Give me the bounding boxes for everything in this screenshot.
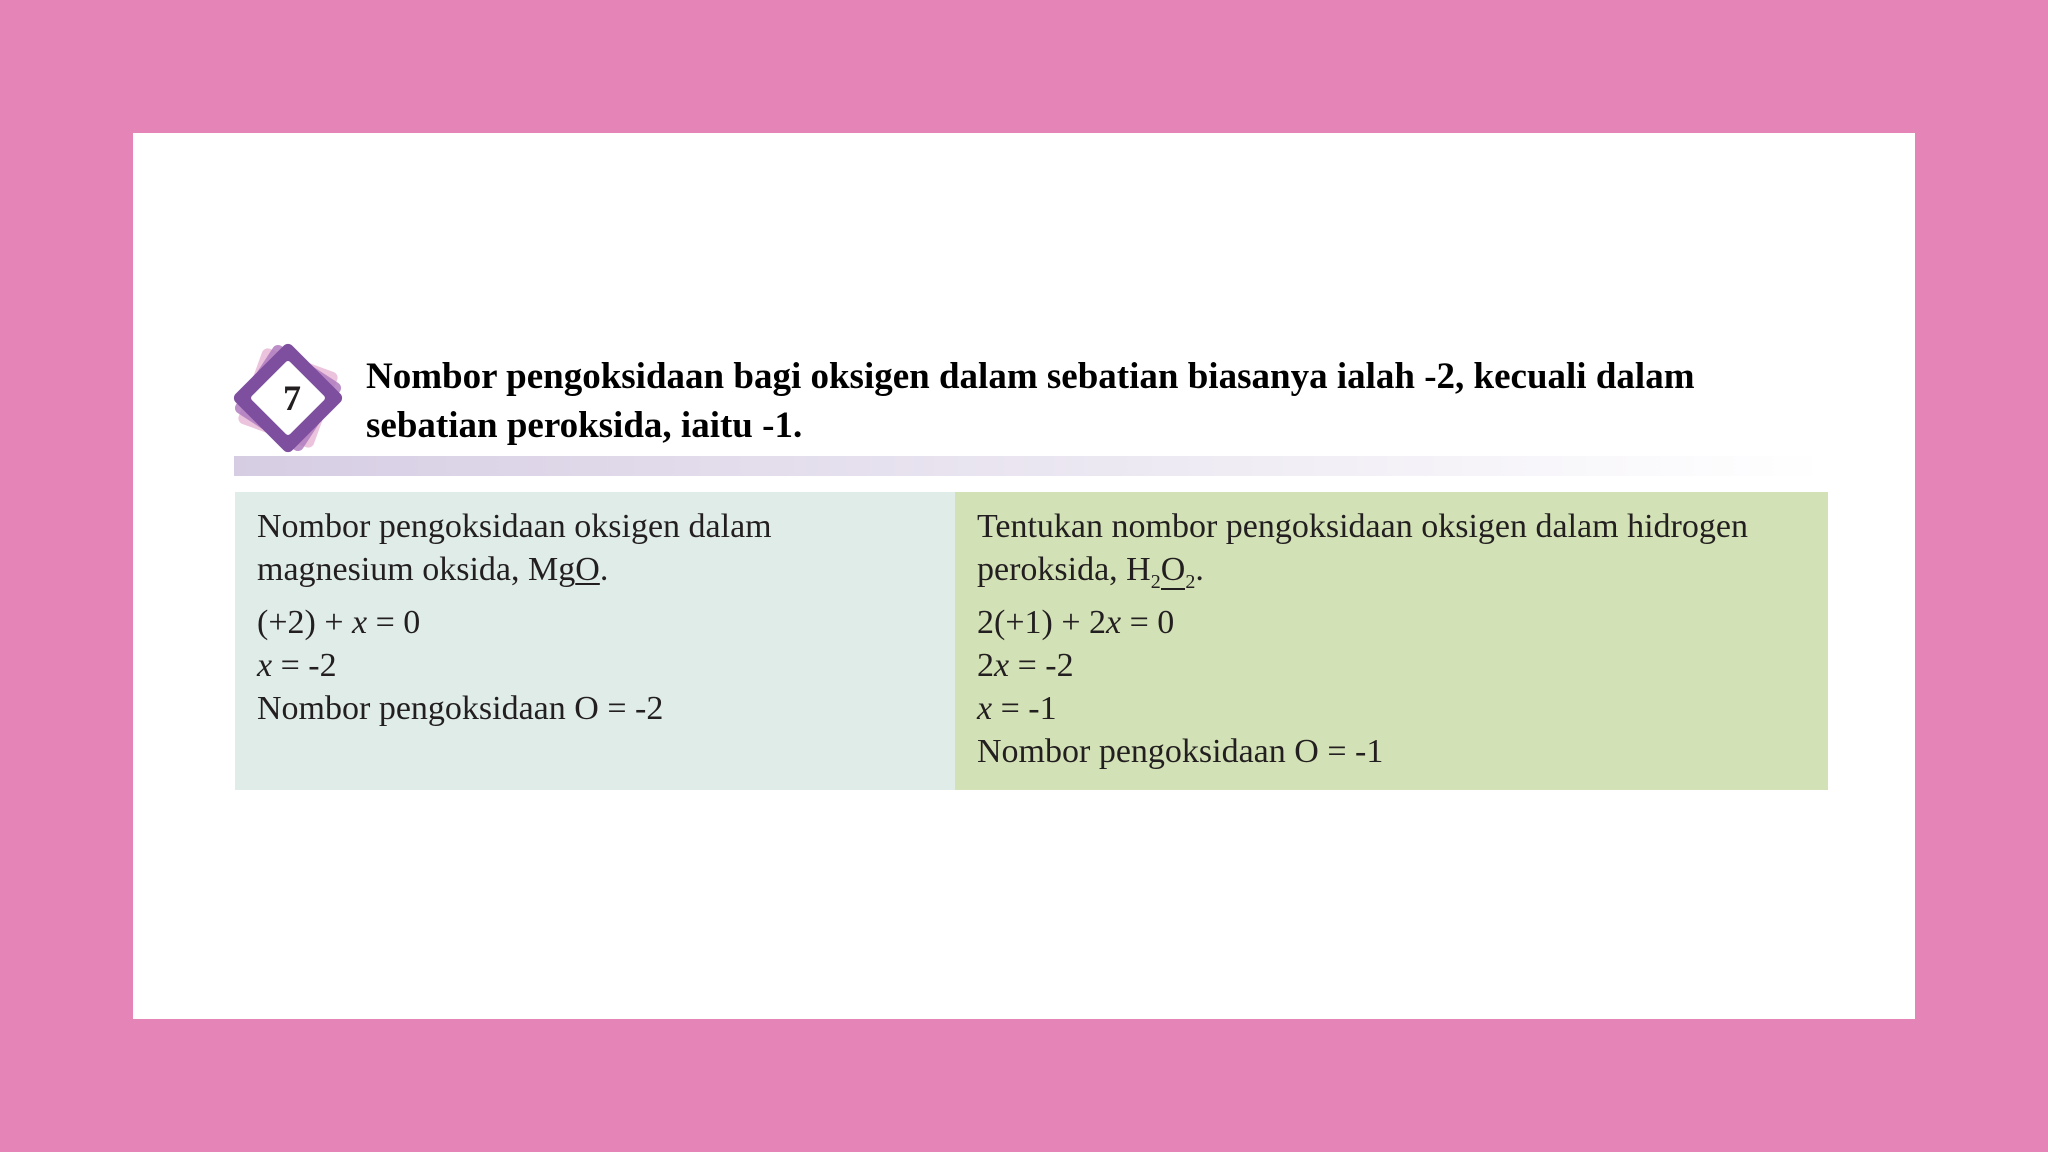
underlined-element: O — [575, 551, 600, 588]
example-panel-h2o2 — [955, 492, 1828, 790]
rule-heading: Nombor pengoksidaan bagi oksigen dalam sebatian biasanya ialah -2, kecuali dalam sebatian peroksida, iaitu -1. — [366, 356, 1695, 446]
example-intro: Tentukan nombor pengoksidaan oksigen dalam hidrogen peroksida, $H_2O_2$. — [977, 508, 1748, 593]
heading-underbar — [234, 456, 1824, 476]
example-intro: Nombor pengoksidaan oksigen dalam magnesium oksida, MgO. — [257, 508, 772, 588]
equation-line: 2x = -2 — [977, 647, 1074, 684]
number-badge — [230, 340, 350, 460]
equation-line: x = -2 — [257, 647, 337, 684]
result-line: Nombor pengoksidaan O = -2 — [257, 690, 664, 727]
equation-line: x = -1 — [977, 690, 1057, 727]
equation-line: 2(+1) + 2x = 0 — [977, 604, 1175, 641]
example-panel-mgo — [235, 492, 955, 790]
result-line: Nombor pengoksidaan O = -1 — [977, 733, 1384, 770]
equation-line: (+2) + x = 0 — [257, 604, 421, 641]
badge-number: 7 — [283, 378, 301, 418]
underlined-element: O — [1160, 551, 1186, 588]
